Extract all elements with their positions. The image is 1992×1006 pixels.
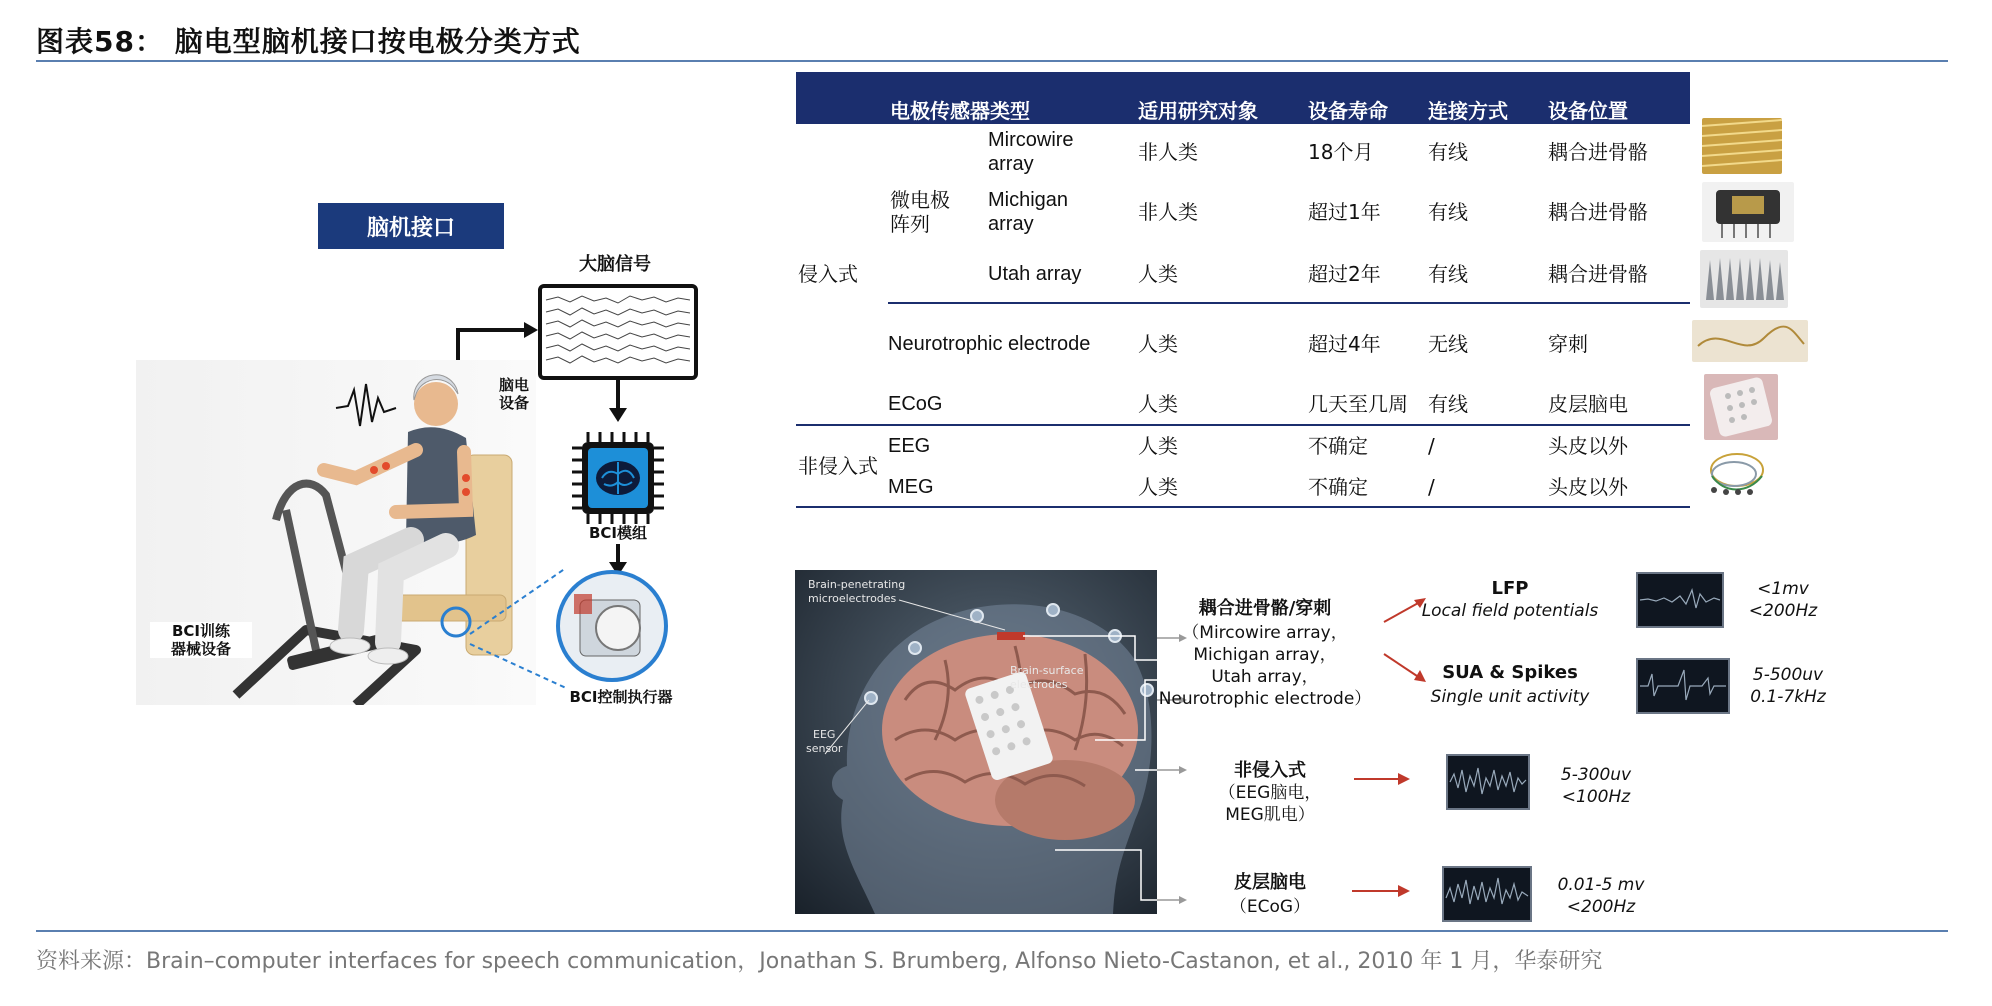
noninvasive-list: （EEG脑电， MEG肌电） <box>1218 783 1322 825</box>
table-row-conn: / <box>1428 475 1435 499</box>
microwire-thumbnail <box>1702 118 1782 174</box>
table-row-life: 不确定 <box>1308 434 1368 458</box>
table-row-life: 超过1年 <box>1308 200 1381 224</box>
table-row-type: Utah array <box>988 263 1082 285</box>
brain-electrode-image <box>795 570 1157 914</box>
eeg-device-label <box>484 376 544 412</box>
brain-signal-monitor <box>538 284 698 380</box>
eeg-thumbnail <box>1704 446 1770 498</box>
ecog-title: 皮层脑电 <box>1234 872 1306 893</box>
eeg-device-text: 脑电 设备 <box>498 376 529 412</box>
table-row-subject: 非人类 <box>1138 200 1198 224</box>
eeg-sensor-label: EEG sensor <box>806 728 843 755</box>
table-row-subject: 人类 <box>1138 434 1178 458</box>
lfp-subtitle: Local field potentials <box>1421 601 1599 621</box>
table-row-conn: / <box>1428 434 1435 458</box>
bci-chip-icon <box>568 428 668 528</box>
table-divider <box>796 424 1690 426</box>
group-noninvasive: 非侵入式 <box>798 454 878 478</box>
bci-module-label: BCI模组 <box>588 524 648 542</box>
table-row-life: 18个月 <box>1308 140 1374 164</box>
table-row-type: MEG <box>888 476 934 498</box>
noninvasive-spec: 5-300uv <100Hz <box>1560 765 1632 807</box>
table-row-conn: 有线 <box>1428 262 1468 286</box>
table-row-pos: 穿刺 <box>1548 332 1588 356</box>
table-row-conn: 有线 <box>1428 140 1468 164</box>
brain-signal-label: 大脑信号 <box>579 254 651 275</box>
table-row-pos: 耦合进骨骼 <box>1548 262 1648 286</box>
noninvasive-arrow <box>1352 772 1412 786</box>
table-row-pos: 皮层脑电 <box>1548 392 1628 416</box>
sua-spec: 5-500uv 0.1-7kHz <box>1750 665 1826 707</box>
table-row-subject: 非人类 <box>1138 140 1198 164</box>
surface-electrodes-label: Brain-surface electrodes <box>1010 664 1084 691</box>
utah-array-thumbnail <box>1700 250 1788 308</box>
ecog-waveform <box>1442 866 1532 922</box>
sua-waveform <box>1636 658 1730 714</box>
header-electrode-type: 电极传感器类型 <box>890 99 1030 123</box>
table-row-conn: 无线 <box>1428 332 1468 356</box>
table-row-life: 超过4年 <box>1308 332 1381 356</box>
table-row-life: 超过2年 <box>1308 262 1381 286</box>
table-row-conn: 有线 <box>1428 200 1468 224</box>
table-row-type: Neurotrophic electrode <box>888 333 1091 355</box>
title-rule <box>36 60 1948 62</box>
michigan-thumbnail <box>1702 182 1794 242</box>
ecog-arrow <box>1350 884 1412 898</box>
monitor-down-arrow <box>606 380 630 424</box>
figure-title: 图表58： 脑电型脑机接口按电极分类方式 <box>36 25 581 58</box>
lfp-title: LFP <box>1491 578 1529 599</box>
table-row-pos: 头皮以外 <box>1548 475 1628 499</box>
table-row-type: Mircowire array <box>988 129 1074 175</box>
table-row-subject: 人类 <box>1138 332 1178 356</box>
table-row-pos: 耦合进骨骼 <box>1548 140 1648 164</box>
group-micro-array: 微电极 阵列 <box>890 188 950 236</box>
bci-trainer-label: BCI训练 器械设备 <box>150 622 252 658</box>
bci-label-box: 脑机接口 <box>318 203 504 249</box>
ecog-spec: 0.01-5 mv <200Hz <box>1557 875 1645 917</box>
table-row-subject: 人类 <box>1138 392 1178 416</box>
table-row-subject: 人类 <box>1138 475 1178 499</box>
neurotrophic-thumbnail <box>1692 320 1808 362</box>
table-row-subject: 人类 <box>1138 262 1178 286</box>
table-divider <box>888 302 1690 304</box>
table-bottom-rule <box>796 506 1690 508</box>
header-subject: 适用研究对象 <box>1138 99 1258 123</box>
header-lifetime: 设备寿命 <box>1308 99 1388 123</box>
noninvasive-title: 非侵入式 <box>1234 760 1306 781</box>
footer-rule <box>36 930 1948 932</box>
table-row-type: Michigan array <box>988 189 1069 235</box>
table-row-pos: 耦合进骨骼 <box>1548 200 1648 224</box>
source-footer: 资料来源：Brain–computer interfaces for speech communication，Jonathan S. Brumberg, Alfonso Nieto-Castanon, et al., 2010 年 1 月，华泰研究 <box>36 949 1603 974</box>
lfp-waveform <box>1636 572 1724 628</box>
table-row-pos: 头皮以外 <box>1548 434 1628 458</box>
table-row-type: ECoG <box>888 393 943 415</box>
sua-title: SUA & Spikes <box>1442 662 1578 683</box>
group-invasive: 侵入式 <box>798 262 858 286</box>
table-row-life: 几天至几周 <box>1308 392 1408 416</box>
lfp-spec: <1mv <200Hz <box>1748 579 1818 621</box>
eeg-waveform <box>1446 754 1530 810</box>
ecog-list: （ECoG） <box>1229 897 1311 917</box>
table-header-bar <box>796 72 1690 124</box>
ecog-thumbnail <box>1704 374 1778 440</box>
bci-actuator-label: BCI控制执行器 <box>569 688 673 706</box>
sua-subtitle: Single unit activity <box>1430 687 1590 707</box>
table-row-conn: 有线 <box>1428 392 1468 416</box>
header-connection: 连接方式 <box>1428 99 1508 123</box>
bci-actuator-zoom <box>456 560 670 694</box>
header-position: 设备位置 <box>1548 99 1628 123</box>
table-row-type: EEG <box>888 435 931 457</box>
implant-list: （Mircowire array， Michigan array， Utah array， Neurotrophic electrode） <box>1158 623 1372 709</box>
microelectrodes-label: Brain-penetrating microelectrodes <box>808 578 906 605</box>
table-row-life: 不确定 <box>1308 475 1368 499</box>
implant-title: 耦合进骨骼/穿刺 <box>1198 598 1332 619</box>
